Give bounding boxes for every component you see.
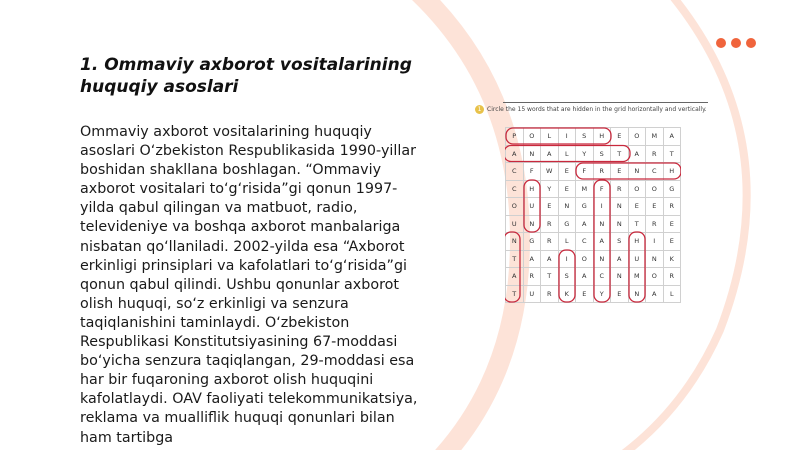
grid-letter: A [629,146,647,164]
grid-letter: N [611,216,629,234]
grid-letter: N [611,268,629,286]
grid-letter: T [664,146,682,164]
grid-letter: A [541,146,559,164]
grid-letter: N [594,216,612,234]
grid-letter: E [559,181,577,199]
grid-letter: L [664,286,682,304]
grid-letter: P [506,128,524,146]
grid-letter: M [576,181,594,199]
grid-letter: N [524,146,542,164]
letter-grid [505,127,681,303]
grid-letter: R [646,146,664,164]
grid-letter: A [594,233,612,251]
dot-icon [746,38,756,48]
dot-icon [716,38,726,48]
grid-letter: N [559,198,577,216]
grid-letter: N [646,251,664,269]
grid-letter: N [629,163,647,181]
grid-letter: N [629,286,647,304]
grid-letter: T [506,286,524,304]
grid-letter: L [559,233,577,251]
grid-letter: U [524,198,542,216]
grid-letter: A [611,251,629,269]
grid-letter: O [524,128,542,146]
grid-letter: T [629,216,647,234]
grid-letter: G [559,216,577,234]
grid-letter: O [629,128,647,146]
grid-letter: O [629,181,647,199]
grid-letter: S [594,146,612,164]
decorative-dots [716,38,756,48]
grid-letter: I [559,251,577,269]
grid-letter: A [646,286,664,304]
grid-letter: E [576,286,594,304]
grid-letter: H [524,181,542,199]
grid-letter: A [524,251,542,269]
grid-letter: K [664,251,682,269]
grid-letter: C [594,268,612,286]
grid-letter: U [506,216,524,234]
grid-letter: E [611,286,629,304]
grid-letter: I [594,198,612,216]
grid-letter: T [611,146,629,164]
grid-letter: I [559,128,577,146]
grid-letter: I [646,233,664,251]
puzzle-instruction [475,105,710,114]
grid-letter: N [594,251,612,269]
grid-letter: R [541,233,559,251]
grid-letter: F [524,163,542,181]
grid-letter: R [664,268,682,286]
grid-letter: R [541,286,559,304]
grid-letter: H [629,233,647,251]
grid-letter: Y [576,146,594,164]
grid-letter: G [664,181,682,199]
grid-letter: N [506,233,524,251]
grid-letter: A [541,251,559,269]
grid-letter: S [559,268,577,286]
grid-letter: L [541,128,559,146]
grid-letter: A [576,216,594,234]
grid-letter: M [646,128,664,146]
grid-letter: F [576,163,594,181]
grid-letter: T [541,268,559,286]
grid-letter: O [506,198,524,216]
grid-letter: T [506,251,524,269]
grid-letter: R [541,216,559,234]
grid-letter: A [506,268,524,286]
instruction-text: Circle the 15 words that are hidden in the grid horizontally and vertically. [487,106,707,113]
grid-letter: E [664,216,682,234]
grid-letter: K [559,286,577,304]
grid-letter: H [594,128,612,146]
grid-letter: C [506,163,524,181]
grid-letter: Y [541,181,559,199]
grid-letter: O [576,251,594,269]
grid-letter: W [541,163,559,181]
grid-letter: S [611,233,629,251]
grid-letter: Y [594,286,612,304]
grid-letter: E [559,163,577,181]
grid-letter: G [576,198,594,216]
grid-letter: E [611,163,629,181]
grid-letter: F [594,181,612,199]
grid-letter: R [646,216,664,234]
grid-letter: E [664,233,682,251]
slide-title: 1. Ommaviy axborot vositalarining huquqiy asoslari [80,55,412,97]
word-search-image [475,97,710,307]
grid-letter: E [646,198,664,216]
grid-letter: A [576,268,594,286]
grid-letter: C [576,233,594,251]
grid-letter: S [576,128,594,146]
grid-letter: R [594,163,612,181]
grid-letter: U [524,286,542,304]
grid-letter: C [506,181,524,199]
grid-letter: H [664,163,682,181]
grid-letter: R [524,268,542,286]
grid-letter: L [559,146,577,164]
exercise-number-badge: 1 [475,105,484,114]
grid-letter: E [611,128,629,146]
grid-letter: A [506,146,524,164]
grid-letter: C [646,163,664,181]
grid-letter: O [646,181,664,199]
grid-letter: G [524,233,542,251]
slide-body-text: Ommaviy axborot vositalarining huquqiy asoslari O‘zbekiston Respublikasida 1990-yillar boshidan shakllana boshlagan. “Ommaviy axborot vositalari to‘g‘risida”gi qonun 1997-yilda qabul qilingan va matbuot, radio, televideniye va boshqa axborot manbalariga nisbatan qo‘llaniladi. 2002-yilda esa “Axborot erkinligi prinsiplari va kafolatlari to‘g‘risida”gi qonun qabul qilindi. Ushbu qonunlar axborot olish huquqi, so‘z erkinligi va senzura taqiqlanishini taminlaydi. O‘zbekiston Respublikasi Konstitutsiyasining 67-moddasi bo‘yicha senzura taqiqlangan, 29-moddasi esa har bir fuqaroning axborot olish huquqini kafolatlaydi. OAV faoliyati telekommunikatsiya, reklama va mualliflik huquqi qonunlari bilan ham tartibga [80,124,418,446]
dot-icon [731,38,741,48]
grid-letter: A [664,128,682,146]
grid-letter: E [541,198,559,216]
grid-letter: M [629,268,647,286]
grid-letter: N [524,216,542,234]
grid-letter: E [629,198,647,216]
grid-letter: R [611,181,629,199]
grid-letter: R [664,198,682,216]
grid-letter: U [629,251,647,269]
grid-letter: N [611,198,629,216]
divider [503,102,708,103]
grid-letter: O [646,268,664,286]
